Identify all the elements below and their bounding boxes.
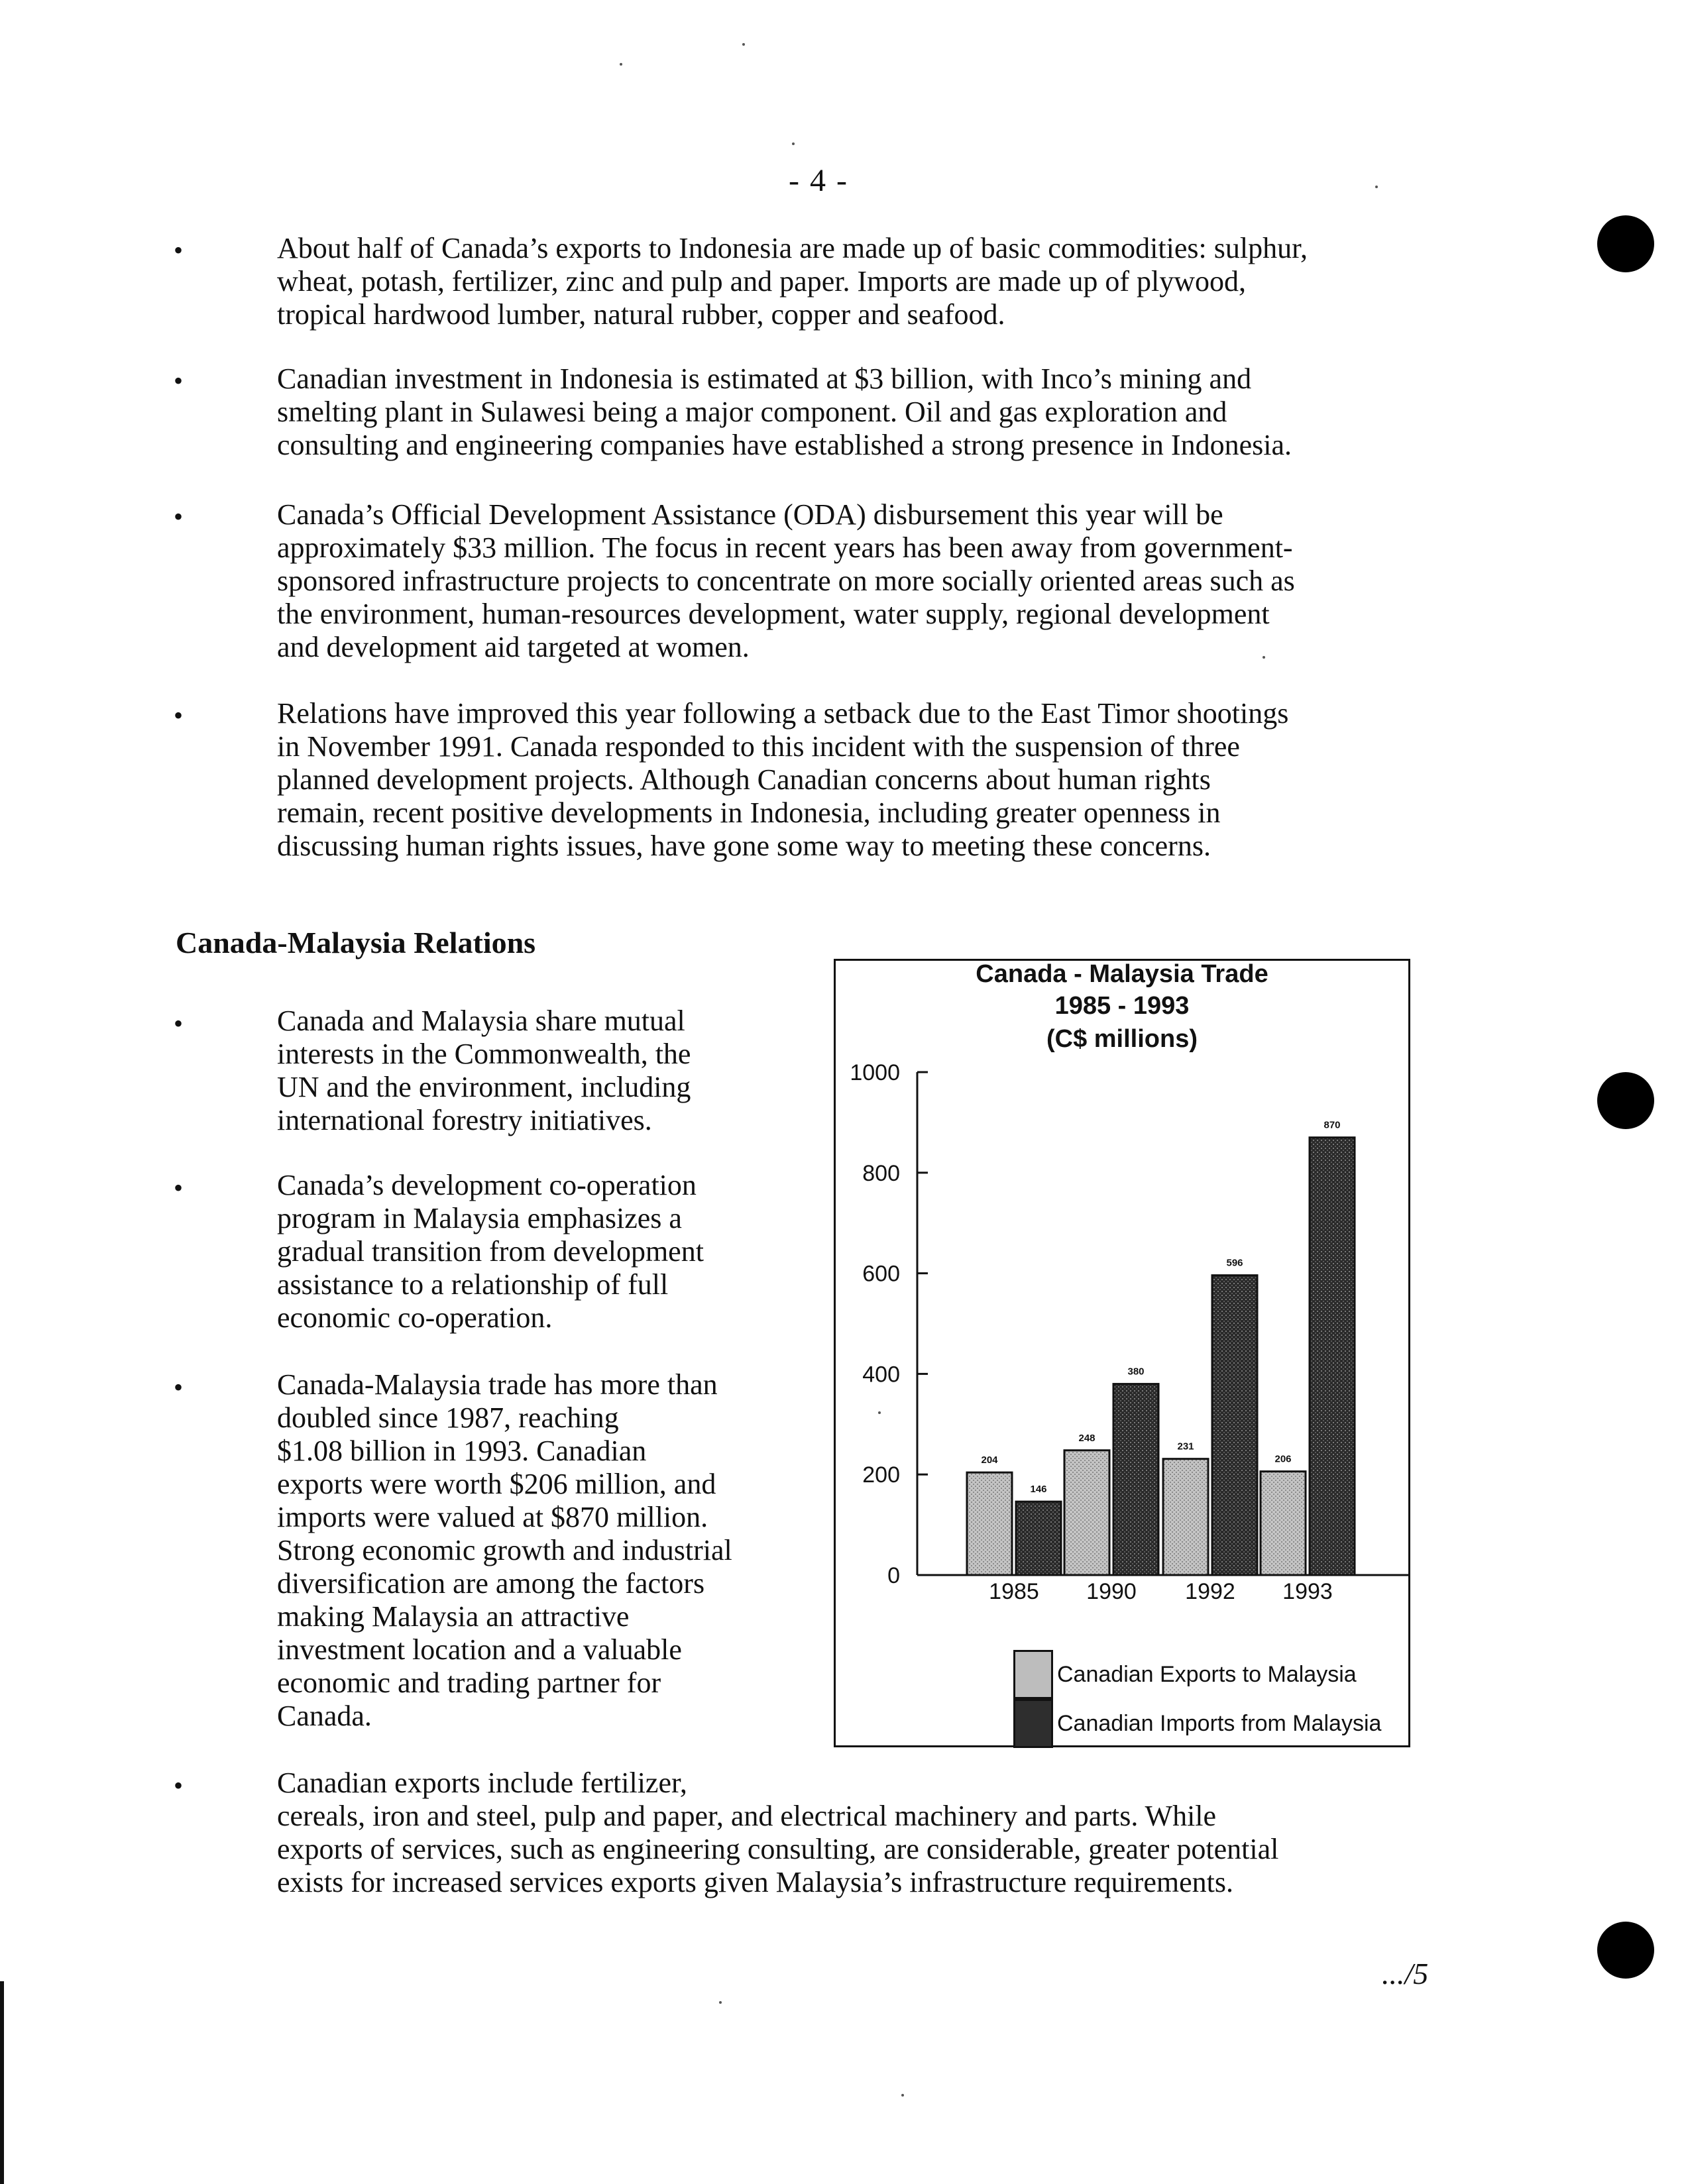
chart-subtitle: 1985 - 1993 bbox=[1054, 992, 1190, 1020]
text-line: gradual transition from development bbox=[277, 1235, 704, 1268]
bullet-paragraph bbox=[277, 1005, 691, 1137]
x-tick-label: 1993 bbox=[1282, 1579, 1333, 1604]
data-label: 231 bbox=[1177, 1441, 1194, 1452]
text-line: wheat, potash, fertilizer, zinc and pulp and paper. Imports are made up of plywood, bbox=[277, 265, 1246, 298]
data-label: 204 bbox=[981, 1454, 998, 1466]
bullet-marker: • bbox=[174, 1771, 184, 1800]
trade-chart bbox=[834, 959, 1410, 1747]
bullet-marker: • bbox=[174, 1009, 184, 1038]
y-tick-label: 800 bbox=[862, 1160, 900, 1186]
bullet-marker: • bbox=[174, 1372, 184, 1402]
text-line: Canada’s Official Development Assistance (ODA) disbursement this year will be bbox=[277, 498, 1223, 531]
text-line: Canada. bbox=[277, 1700, 372, 1732]
page-number: - 4 - bbox=[789, 163, 848, 198]
section-heading: Canada-Malaysia Relations bbox=[176, 926, 536, 959]
y-tick-label: 600 bbox=[862, 1261, 900, 1287]
bar-imports bbox=[1113, 1384, 1158, 1575]
text-line: $1.08 billion in 1993. Canadian bbox=[277, 1435, 647, 1467]
chart-plot bbox=[836, 961, 1408, 1745]
y-tick-label: 200 bbox=[862, 1462, 900, 1488]
text-line: UN and the environment, including bbox=[277, 1071, 691, 1103]
legend-item-exports bbox=[1013, 1650, 1357, 1699]
text-line: economic co-operation. bbox=[277, 1301, 553, 1334]
bar-exports bbox=[1064, 1450, 1109, 1575]
chart-title: Canada - Malaysia Trade bbox=[976, 960, 1268, 988]
text-line: the environment, human-resources development, water supply, regional development bbox=[277, 598, 1270, 630]
text-line: tropical hardwood lumber, natural rubber, copper and seafood. bbox=[277, 298, 1005, 331]
punch-hole bbox=[1597, 1072, 1654, 1129]
text-line: and development aid targeted at women. bbox=[277, 631, 750, 663]
scan-speck bbox=[719, 2001, 722, 2004]
bullet-paragraph bbox=[277, 1767, 1278, 1899]
text-line: consulting and engineering companies have established a strong presence in Indonesia. bbox=[277, 429, 1292, 461]
text-line: planned development projects. Although Canadian concerns about human rights bbox=[277, 763, 1211, 796]
text-line: Canada’s development co-operation bbox=[277, 1169, 697, 1201]
text-line: diversification are among the factors bbox=[277, 1567, 705, 1600]
text-line: Strong economic growth and industrial bbox=[277, 1534, 732, 1566]
bullet-marker: • bbox=[174, 1173, 184, 1203]
bullet-paragraph bbox=[277, 697, 1288, 863]
text-line: exports were worth $206 million, and bbox=[277, 1468, 716, 1500]
data-label: 206 bbox=[1274, 1453, 1292, 1465]
bar-imports bbox=[1212, 1276, 1257, 1575]
data-label: 248 bbox=[1078, 1432, 1096, 1444]
bar-exports bbox=[1163, 1459, 1208, 1575]
punch-hole bbox=[1597, 1922, 1654, 1979]
text-line: Canada-Malaysia trade has more than bbox=[277, 1368, 718, 1401]
text-line: imports were valued at $870 million. bbox=[277, 1501, 708, 1533]
scan-speck bbox=[901, 2094, 904, 2097]
scan-speck bbox=[1375, 186, 1378, 188]
scan-speck bbox=[742, 43, 745, 46]
text-line: Canada and Malaysia share mutual bbox=[277, 1005, 685, 1037]
bar-exports bbox=[967, 1472, 1012, 1575]
legend-swatch bbox=[1013, 1699, 1053, 1748]
chart-subtitle: (C$ millions) bbox=[1046, 1025, 1198, 1053]
scan-edge bbox=[0, 1981, 4, 2184]
data-label: 596 bbox=[1226, 1257, 1243, 1269]
y-tick-label: 0 bbox=[887, 1563, 900, 1588]
text-line: Canadian exports include fertilizer, bbox=[277, 1767, 687, 1799]
legend-item-imports bbox=[1013, 1699, 1381, 1748]
bullet-paragraph bbox=[277, 362, 1292, 462]
legend-label: Canadian Exports to Malaysia bbox=[1057, 1661, 1357, 1687]
scan-speck bbox=[620, 63, 622, 66]
scan-speck bbox=[878, 1411, 881, 1414]
text-line: making Malaysia an attractive bbox=[277, 1600, 630, 1633]
text-line: in November 1991. Canada responded to this incident with the suspension of three bbox=[277, 730, 1240, 763]
x-tick-label: 1990 bbox=[1086, 1579, 1137, 1604]
bullet-marker: • bbox=[174, 366, 184, 396]
text-line: interests in the Commonwealth, the bbox=[277, 1038, 691, 1070]
x-tick-label: 1985 bbox=[989, 1579, 1039, 1604]
text-line: About half of Canada’s exports to Indonesia are made up of basic commodities: sulphur, bbox=[277, 232, 1308, 264]
bullet-paragraph bbox=[277, 1368, 732, 1733]
legend-swatch bbox=[1013, 1650, 1053, 1699]
bullet-paragraph bbox=[277, 498, 1295, 664]
bar-imports bbox=[1310, 1138, 1355, 1575]
y-tick-label: 400 bbox=[862, 1362, 900, 1388]
text-line: remain, recent positive developments in Indonesia, including greater openness in bbox=[277, 796, 1221, 829]
text-line: investment location and a valuable bbox=[277, 1633, 682, 1666]
bullet-marker: • bbox=[174, 502, 184, 531]
bar-exports bbox=[1261, 1472, 1306, 1575]
data-label: 870 bbox=[1323, 1119, 1341, 1131]
text-line: approximately $33 million. The focus in recent years has been away from government- bbox=[277, 531, 1293, 564]
bullet-paragraph bbox=[277, 1169, 704, 1335]
y-tick-label: 1000 bbox=[850, 1060, 900, 1085]
data-label: 146 bbox=[1030, 1484, 1047, 1496]
bar-imports bbox=[1016, 1502, 1061, 1575]
text-line: cereals, iron and steel, pulp and paper, and electrical machinery and parts. While bbox=[277, 1800, 1217, 1832]
data-label: 380 bbox=[1127, 1366, 1145, 1378]
bullet-marker: • bbox=[174, 700, 184, 730]
scan-speck bbox=[792, 142, 795, 145]
text-line: assistance to a relationship of full bbox=[277, 1268, 669, 1301]
continuation-marker: .../5 bbox=[1382, 1957, 1429, 1991]
bullet-marker: • bbox=[174, 235, 184, 265]
text-line: sponsored infrastructure projects to concentrate on more socially oriented areas such as bbox=[277, 565, 1295, 597]
text-line: Canadian investment in Indonesia is estimated at $3 billion, with Inco’s mining and bbox=[277, 362, 1252, 395]
text-line: program in Malaysia emphasizes a bbox=[277, 1202, 682, 1234]
scan-speck bbox=[1263, 656, 1265, 659]
text-line: doubled since 1987, reaching bbox=[277, 1401, 619, 1434]
legend-label: Canadian Imports from Malaysia bbox=[1057, 1710, 1382, 1736]
text-line: economic and trading partner for bbox=[277, 1666, 661, 1699]
bullet-paragraph bbox=[277, 232, 1308, 331]
text-line: exists for increased services exports given Malaysia’s infrastructure requirements. bbox=[277, 1866, 1233, 1898]
text-line: exports of services, such as engineering consulting, are considerable, greater potential bbox=[277, 1833, 1279, 1865]
x-tick-label: 1992 bbox=[1185, 1579, 1235, 1604]
text-line: smelting plant in Sulawesi being a major component. Oil and gas exploration and bbox=[277, 396, 1227, 428]
text-line: discussing human rights issues, have gone some way to meeting these concerns. bbox=[277, 830, 1211, 862]
punch-hole bbox=[1597, 215, 1654, 272]
text-line: Relations have improved this year following a setback due to the East Timor shootings bbox=[277, 697, 1289, 730]
text-line: international forestry initiatives. bbox=[277, 1104, 652, 1136]
